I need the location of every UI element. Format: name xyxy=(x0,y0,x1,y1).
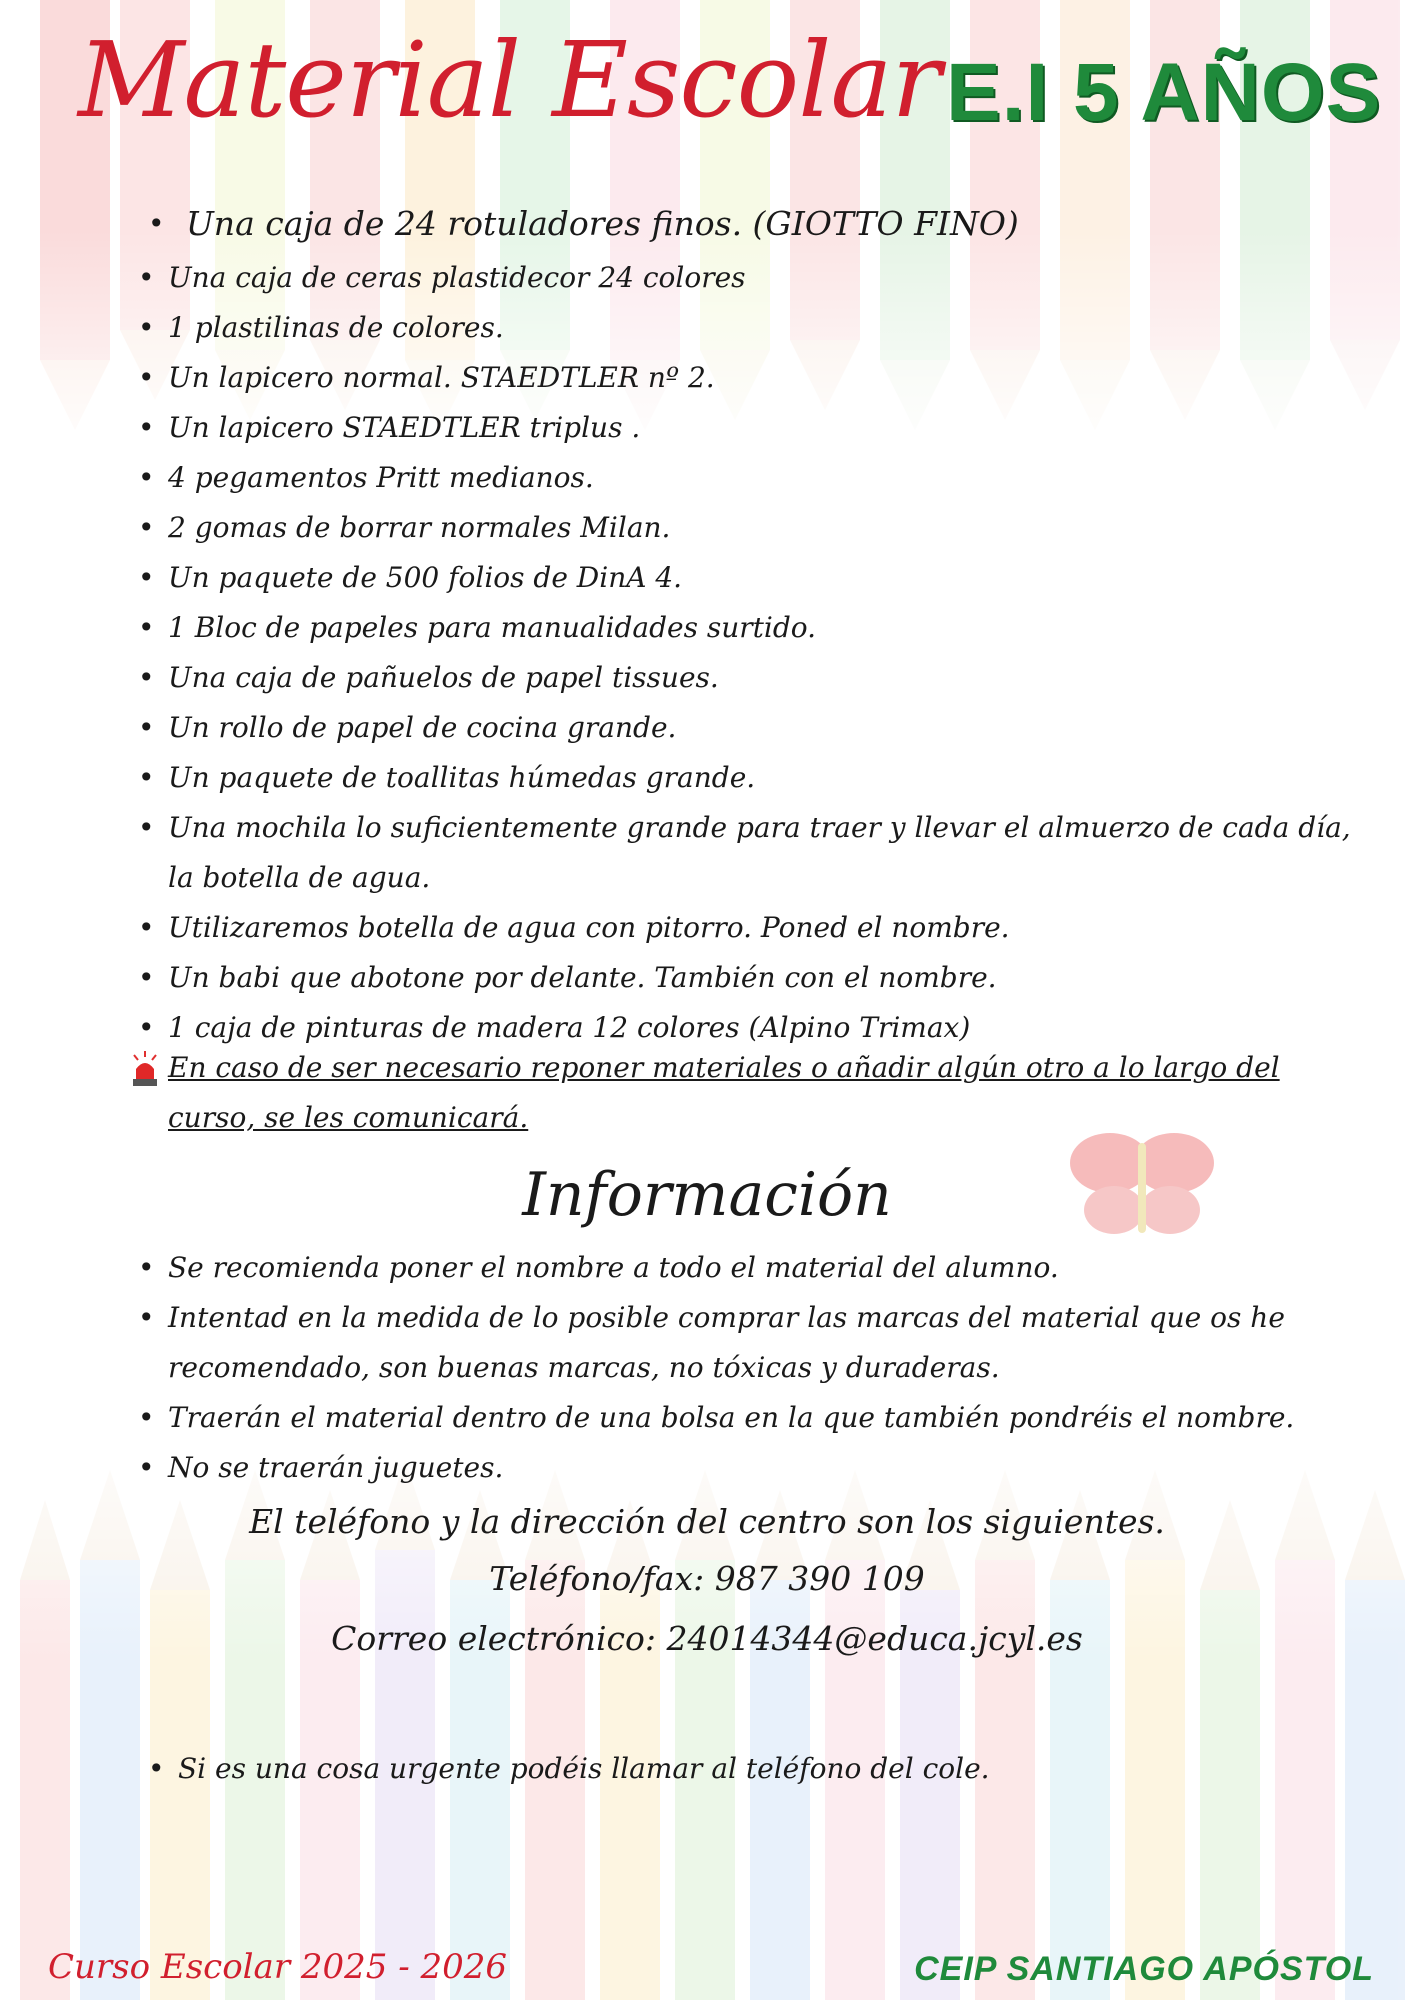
info-heading: Información xyxy=(522,1160,892,1230)
list-item: • Una mochila lo suficientemente grande para traer y llevar el almuerzo de cada día, la botella de agua. xyxy=(136,803,1354,903)
list-item: • Una caja de ceras plastidecor 24 colores xyxy=(136,253,1354,303)
list-item: • 1 Bloc de papeles para manualidades surtido. xyxy=(136,603,1354,653)
list-item: • Un babi que abotone por delante. También con el nombre. xyxy=(136,953,1354,1003)
list-item: • 1 plastilinas de colores. xyxy=(136,303,1354,353)
list-item: • Un rollo de papel de cocina grande. xyxy=(136,703,1354,753)
list-item: • Una caja de 24 rotuladores finos. (GIOTTO FINO) xyxy=(146,195,1354,253)
list-item: • Una caja de pañuelos de papel tissues. xyxy=(136,653,1354,703)
contact-email: Correo electrónico: 24014344@educa.jcyl.es xyxy=(331,1619,1083,1658)
list-item: • 4 pegamentos Pritt medianos. xyxy=(136,453,1354,503)
siren-icon xyxy=(130,1049,160,1089)
list-item: • Un lapicero normal. STAEDTLER nº 2. xyxy=(136,353,1354,403)
list-item: • 2 gomas de borrar normales Milan. xyxy=(136,503,1354,553)
urgent-list xyxy=(146,1744,1346,1794)
grade-title: E.I 5 AÑOS xyxy=(946,47,1382,138)
list-item: • Utilizaremos botella de agua con pitorro. Poned el nombre. xyxy=(136,903,1354,953)
list-item: • No se traerán juguetes. xyxy=(136,1443,1354,1493)
note-text: En caso de ser necesario reponer materiales o añadir algún otro a lo largo del curso, se les comunicará. xyxy=(168,1051,1280,1134)
materials-list xyxy=(136,195,1354,1053)
list-item: • Traerán el material dentro de una bolsa en la que también pondréis el nombre. xyxy=(136,1393,1354,1443)
contact-phone: Teléfono/fax: 987 390 109 xyxy=(489,1559,925,1598)
list-item: • Un paquete de toallitas húmedas grande. xyxy=(136,753,1354,803)
list-item: • Un paquete de 500 folios de DinA 4. xyxy=(136,553,1354,603)
list-item: • Intentad en la medida de lo posible comprar las marcas del material que os he recomendado, son buenas marcas, no tóxicas y duraderas. xyxy=(136,1293,1354,1393)
list-item: • Se recomienda poner el nombre a todo el material del alumno. xyxy=(136,1243,1354,1293)
school-year: Curso Escolar 2025 - 2026 xyxy=(48,1947,508,1987)
list-item: • Un lapicero STAEDTLER triplus . xyxy=(136,403,1354,453)
page-title: Material Escolar xyxy=(78,19,941,141)
info-list xyxy=(136,1243,1354,1493)
contact-intro: El teléfono y la dirección del centro son los siguientes. xyxy=(249,1502,1165,1541)
list-item: • 1 caja de pinturas de madera 12 colores (Alpino Trimax) xyxy=(136,1003,1354,1053)
school-name: CEIP SANTIAGO APÓSTOL xyxy=(914,1950,1374,1988)
list-item: • Si es una cosa urgente podéis llamar al teléfono del cole. xyxy=(146,1744,1346,1794)
